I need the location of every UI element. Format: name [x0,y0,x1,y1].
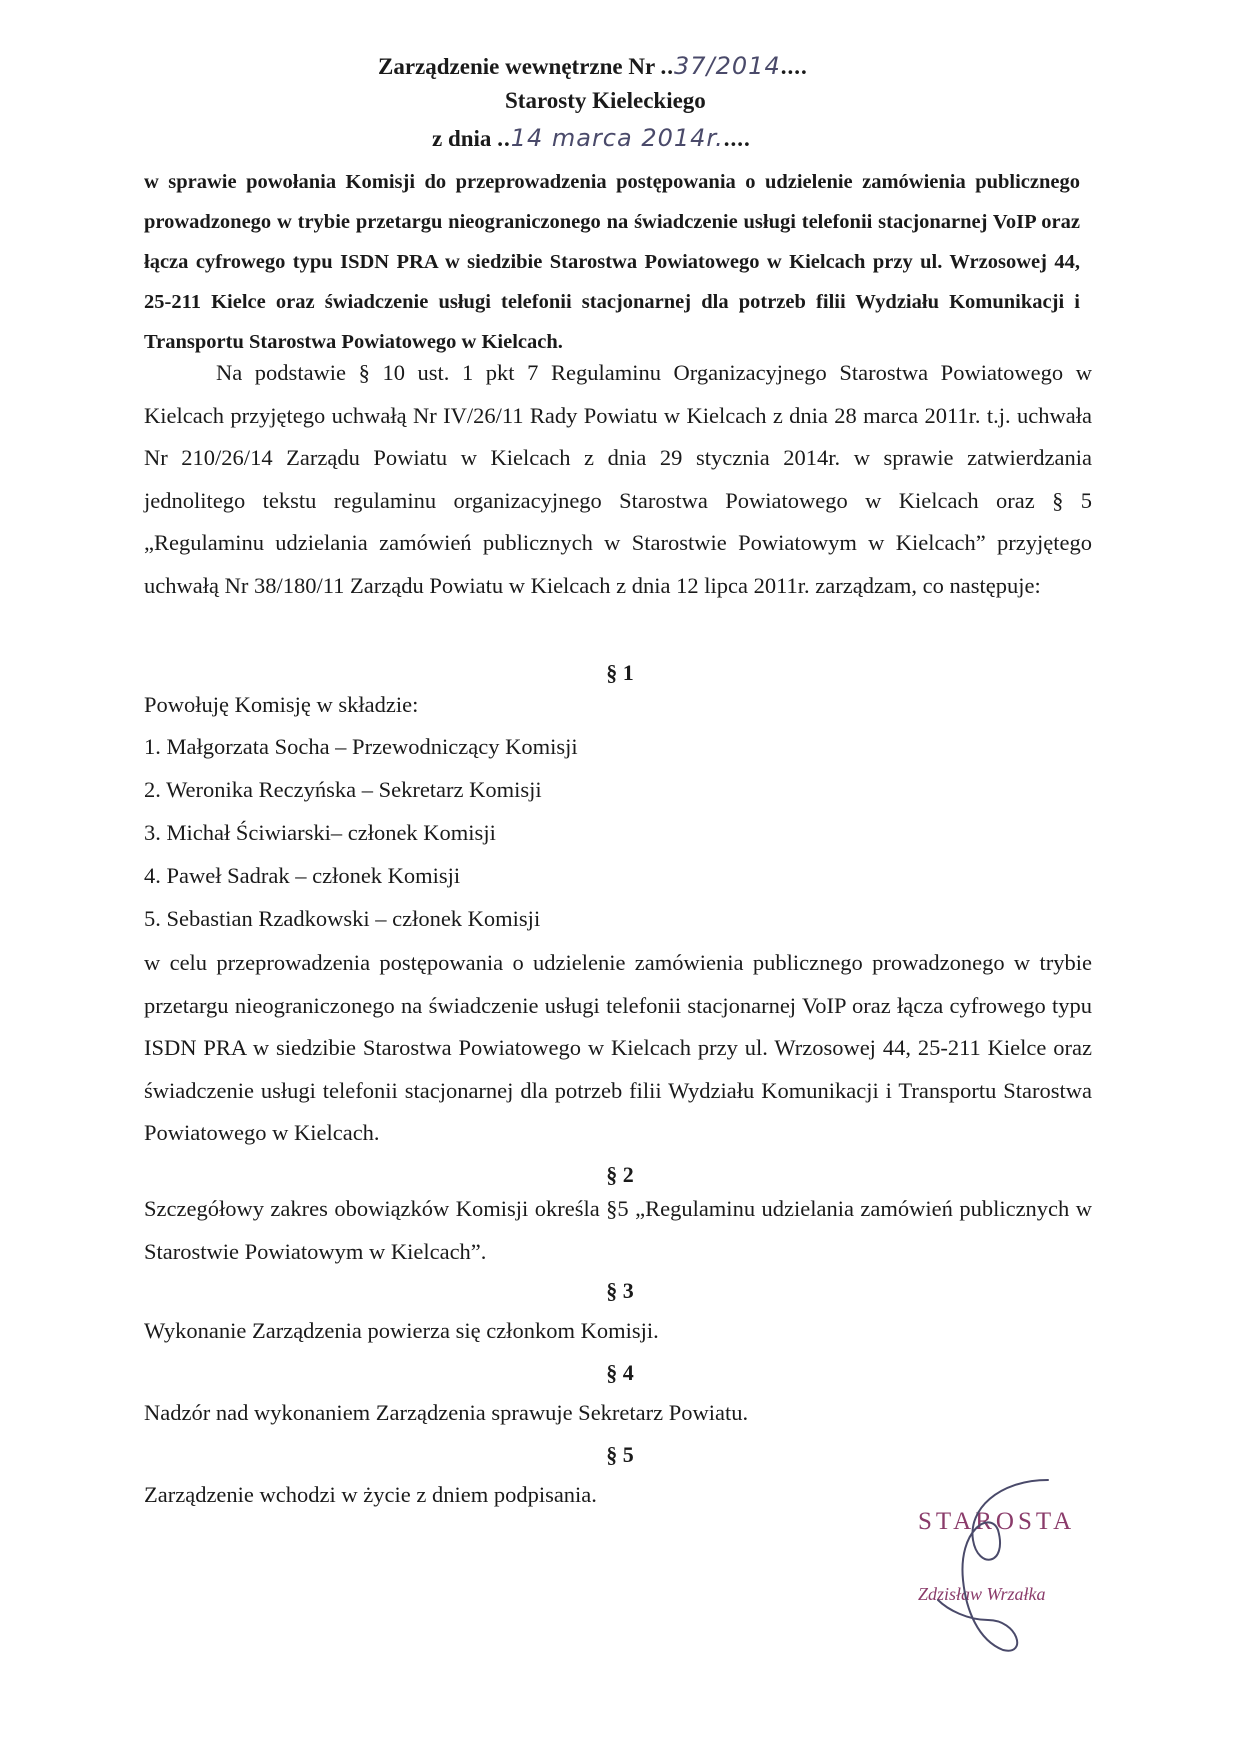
date-line [432,124,751,152]
document-subject: w sprawie powołania Komisji do przeprowadzenia postępowania o udzielenie zamówienia publicznego prowadzonego w trybie przetargu nieograniczonego na świadczenie usługi telefonii stacjonarnej VoIP oraz łącza cyfrowego typu ISDN PRA w siedzibie Starostwa Powiatowego w Kielcach przy ul. Wrzosowej 44, 25-211 Kielce oraz świadczenie usługi telefonii stacjonarnej dla potrzeb filii Wydziału Komunikacji i Transportu Starostwa Powiatowego w Kielcach. [144,171,1080,353]
list-item: 1. Małgorzata Socha – Przewodniczący Komisji [144,734,578,759]
document-title-line [378,52,808,80]
section-4-heading: § 4 [606,1360,634,1385]
stamp-title: STAROSTA [918,1508,1076,1535]
list-item: 2. Weronika Reczyńska – Sekretarz Komisji [144,777,542,802]
issuer-line [505,88,706,114]
title-dots: .. [660,54,675,79]
title-dots-trailing: .... [780,54,808,79]
issuer: Starosty Kieleckiego [505,88,706,113]
section-2-heading: § 2 [606,1162,634,1187]
section-5-heading: § 5 [606,1442,634,1467]
section-2-text: Szczegółowy zakres obowiązków Komisji określa §5 „Regulaminu udzielania zamówień publicznych w Starostwie Powiatowym w Kielcach”. [144,1196,1092,1264]
section-4-text: Nadzór nad wykonaniem Zarządzenia sprawuje Sekretarz Powiatu. [144,1400,749,1425]
document-title: Zarządzenie wewnętrzne Nr [378,54,655,79]
handwritten-signature [918,1470,1118,1660]
list-item: 5. Sebastian Rzadkowski – członek Komisji [144,906,541,931]
legal-basis-paragraph: Na podstawie § 10 ust. 1 pkt 7 Regulaminu Organizacyjnego Starostwa Powiatowego w Kielcach przyjętego uchwałą Nr IV/26/11 Rady Powiatu w Kielcach z dnia 28 marca 2011r. t.j. uchwała Nr 210/26/14 Zarządu Powiatu w Kielcach z dnia 29 stycznia 2014r. w sprawie zatwierdzania jednolitego tekstu regulaminu organizacyjnego Starostwa Powiatowego w Kielcach oraz § 5 „Regulaminu udzielania zamówień publicznych w Starostwie Powiatowym w Kielcach” przyjętego uchwałą Nr 38/180/11 Zarządu Powiatu w Kielcach z dnia 12 lipca 2011r. zarządzam, co następuje: [144,360,1092,598]
date-dots: .. [497,126,511,151]
list-item: 4. Paweł Sadrak – członek Komisji [144,863,461,888]
section-1-intro: Powołuję Komisję w składzie: [144,692,419,717]
section-3-text: Wykonanie Zarządzenia powierza się członkom Komisji. [144,1318,659,1343]
date-label: z dnia [432,126,492,151]
stamp-name: Zdzisław Wrzałka [918,1584,1046,1604]
document-date: 14 marca 2014r. [510,124,724,152]
document-number: 37/2014 [674,52,781,80]
section-3-heading: § 3 [606,1278,634,1303]
section-1-heading: § 1 [606,660,634,685]
commission-members-list [144,725,578,940]
section-1-purpose: w celu przeprowadzenia postępowania o udzielenie zamówienia publicznego prowadzonego w trybie przetargu nieograniczonego na świadczenie usługi telefonii stacjonarnej VoIP oraz łącza cyfrowego typu ISDN PRA w siedzibie Starostwa Powiatowego w Kielcach przy ul. Wrzosowej 44, 25-211 Kielce oraz świadczenie usługi telefonii stacjonarnej dla potrzeb filii Wydziału Komunikacji i Transportu Starostwa Powiatowego w Kielcach. [144,950,1092,1145]
date-dots-trailing: .... [723,126,751,151]
list-item: 3. Michał Ściwiarski– członek Komisji [144,820,496,845]
section-5-text: Zarządzenie wchodzi w życie z dniem podpisania. [144,1482,597,1507]
